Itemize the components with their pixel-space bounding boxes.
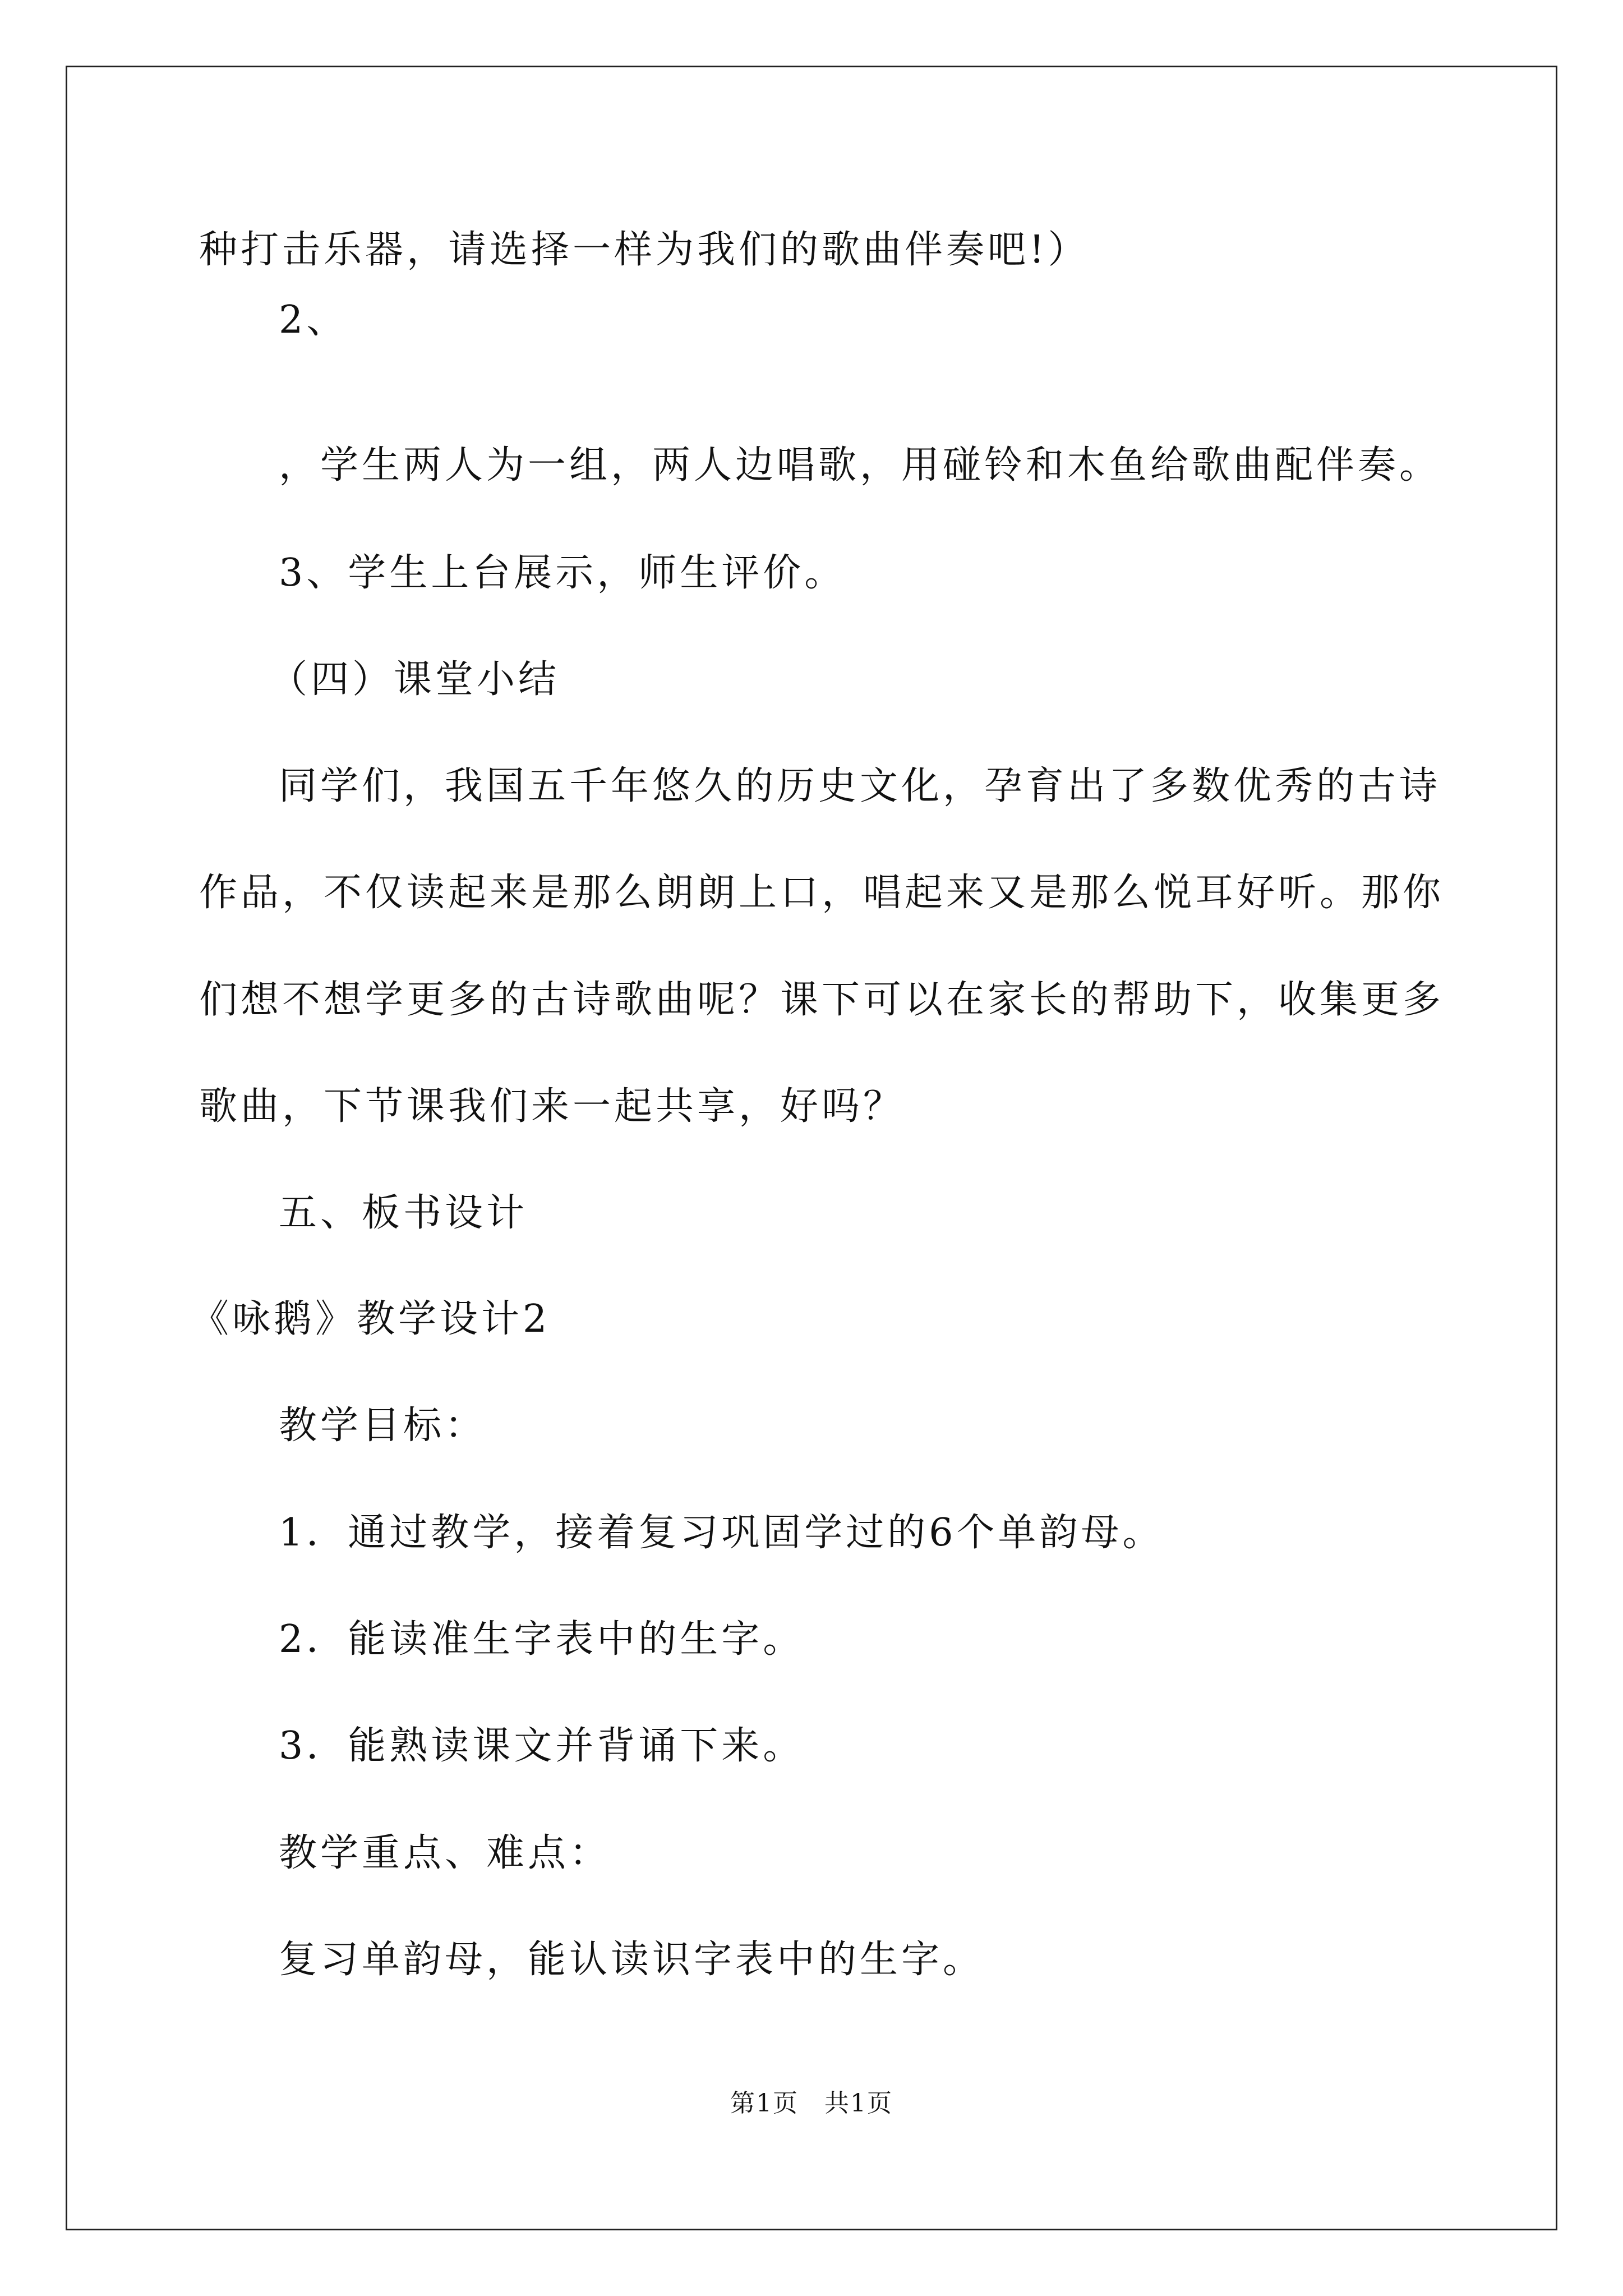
- paragraph-line-3: ，学生两人为一组，两人边唱歌，用碰铃和木鱼给歌曲配伴奏。: [279, 443, 1441, 487]
- paragraph-line-7: 作品，不仅读起来是那么朗朗上口，唱起来又是那么悦耳好听。那你: [199, 871, 1445, 915]
- section-heading-goals: 教学目标：: [279, 1404, 487, 1448]
- goal-item-1: 1．通过教学，接着复习巩固学过的6个单韵母。: [279, 1511, 1164, 1555]
- page-footer: 第1页 共1页: [730, 2089, 893, 2118]
- section-heading-summary: （四）课堂小结: [269, 657, 560, 702]
- section-heading-board-design: 五、板书设计: [279, 1191, 528, 1235]
- key-points-text: 复习单韵母，能认读识字表中的生字。: [279, 1938, 985, 1982]
- paragraph-line-4: 3、学生上台展示，师生评价。: [279, 551, 846, 595]
- paragraph-line-6: 同学们，我国五千年悠久的历史文化，孕育出了多数优秀的古诗: [279, 764, 1441, 808]
- paragraph-line-2: 2、: [279, 298, 348, 342]
- page-border: [66, 66, 1557, 2230]
- goal-item-2: 2．能读准生字表中的生字。: [279, 1617, 805, 1662]
- paragraph-line-8: 们想不想学更多的古诗歌曲呢？课下可以在家长的帮助下，收集更多: [199, 978, 1445, 1022]
- section-heading-key-points: 教学重点、难点：: [279, 1831, 611, 1875]
- paragraph-line-1: 种打击乐器，请选择一样为我们的歌曲伴奏吧!）: [199, 228, 1090, 272]
- goal-item-3: 3．能熟读课文并背诵下来。: [279, 1724, 805, 1768]
- document-title-2: 《咏鹅》教学设计2: [191, 1297, 551, 1341]
- paragraph-line-9: 歌曲，下节课我们来一起共享，好吗？: [199, 1084, 905, 1129]
